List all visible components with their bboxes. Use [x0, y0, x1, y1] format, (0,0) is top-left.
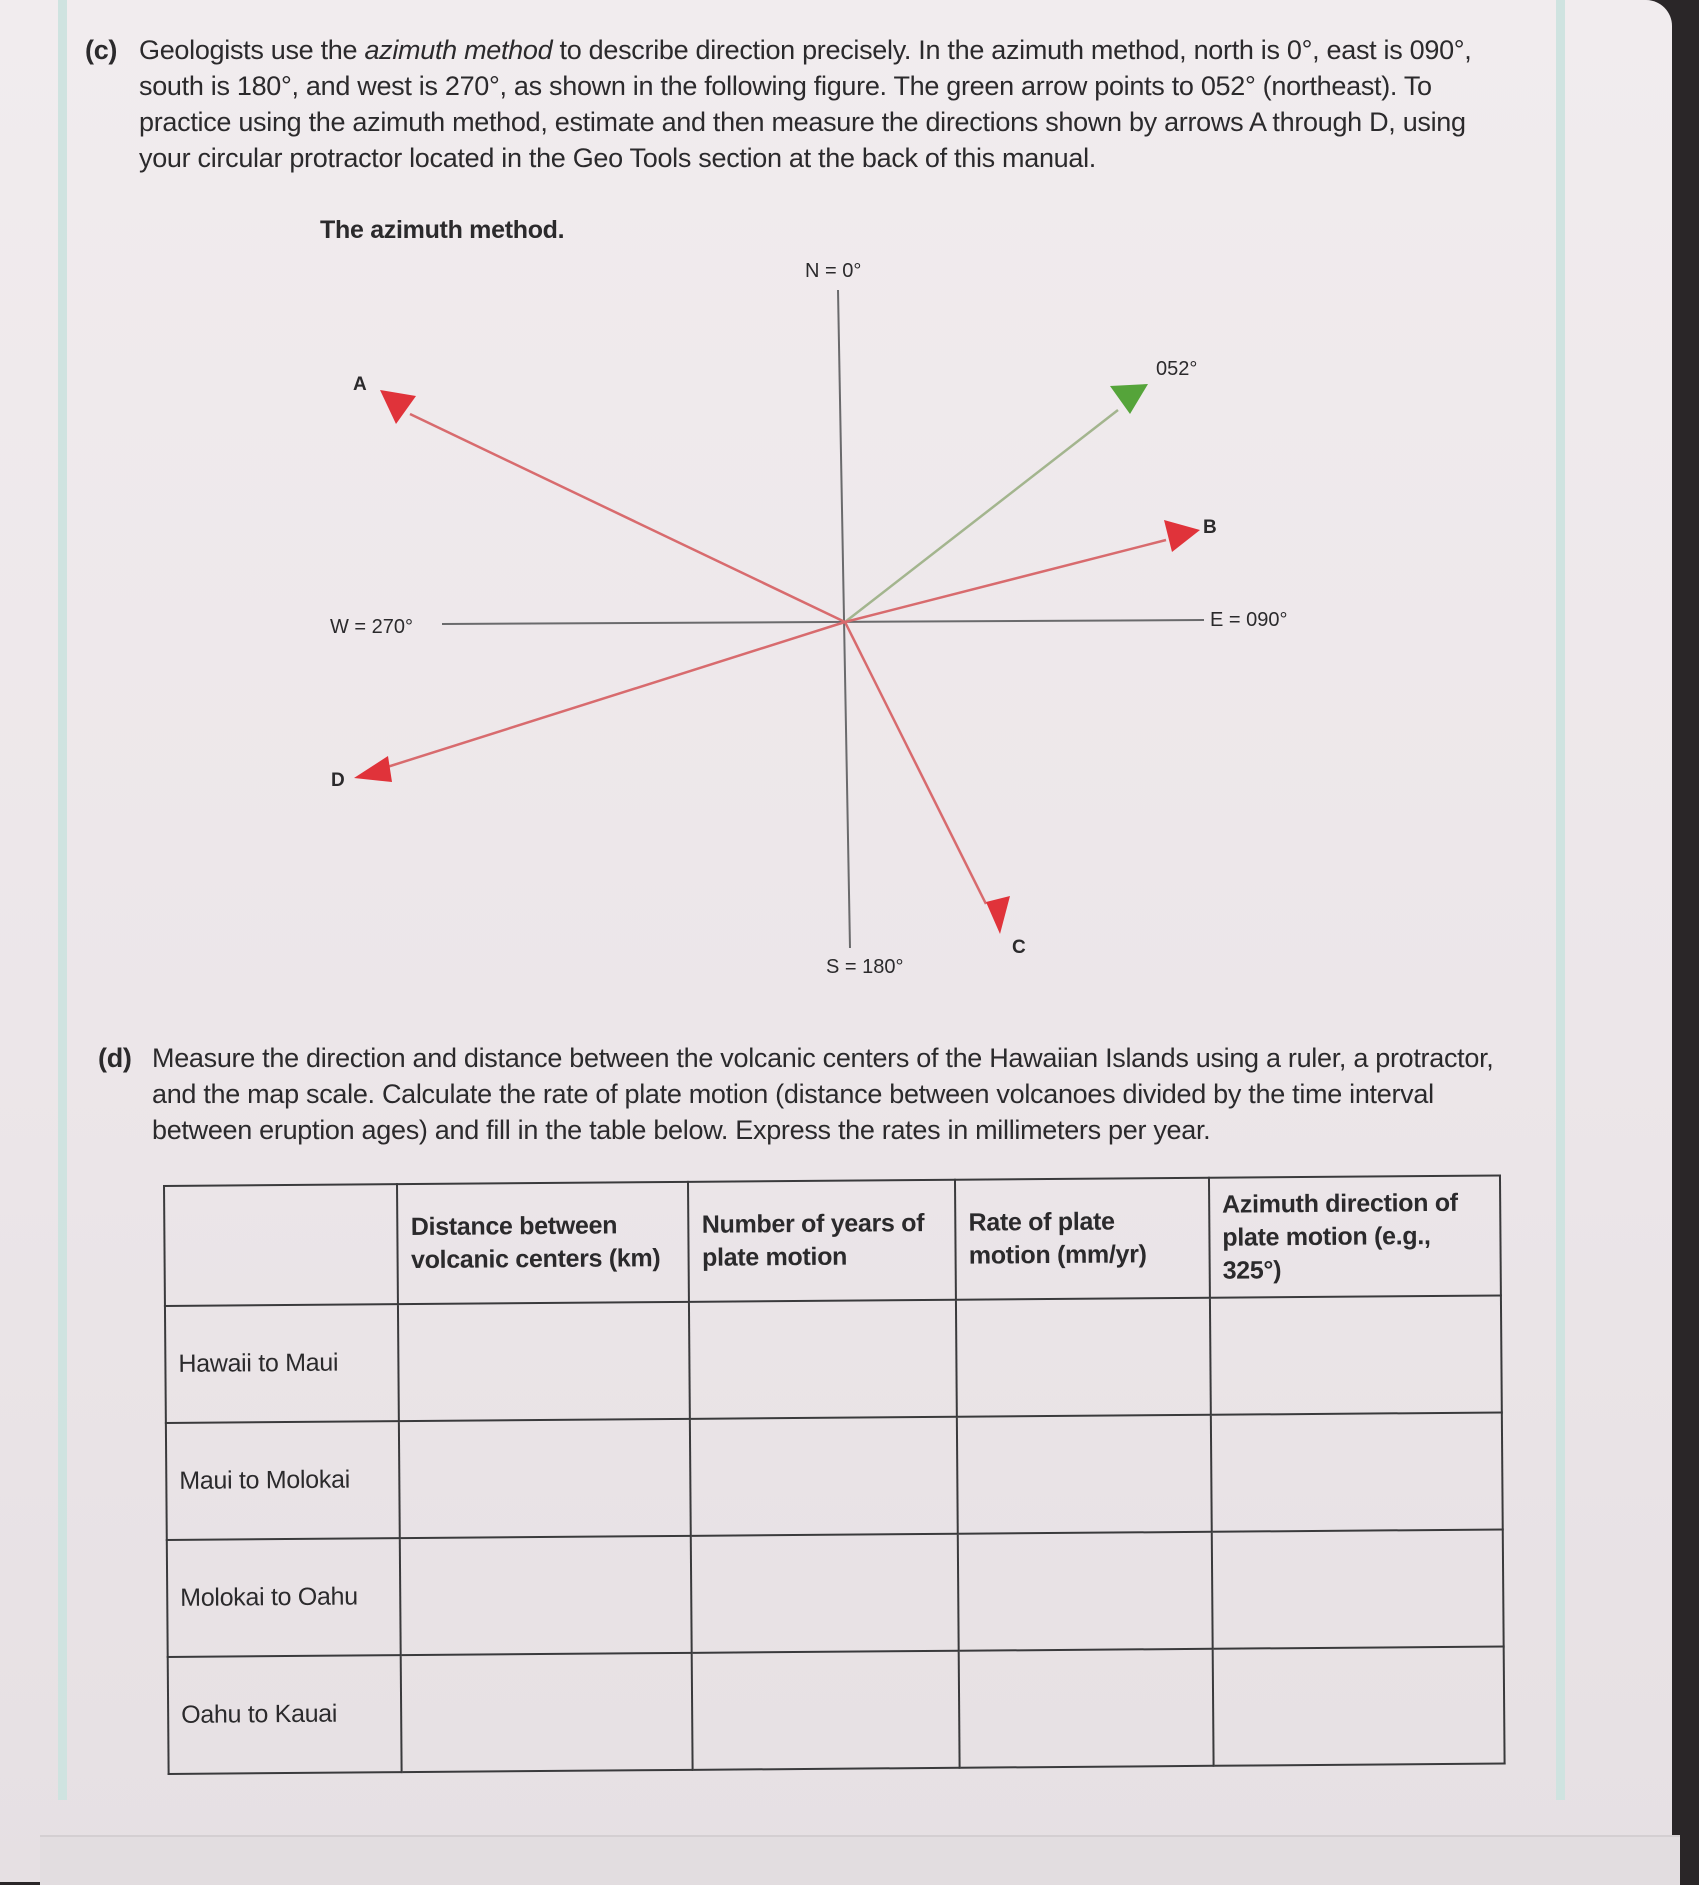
arrow-a-line	[410, 414, 845, 622]
arrow-a-head	[380, 390, 416, 424]
table-row	[167, 1529, 1504, 1656]
cell-years[interactable]	[692, 1651, 960, 1770]
question-d	[98, 1040, 1538, 1148]
question-d-label: (d)	[98, 1043, 132, 1073]
page-bottom-edge	[40, 1835, 1680, 1885]
header-azimuth: Azimuth direction of plate motion (e.g., 325°)	[1209, 1175, 1501, 1297]
header-distance: Distance between volcanic centers (km)	[397, 1182, 689, 1304]
row-label-molokai-oahu: Molokai to Oahu	[167, 1538, 401, 1657]
cell-azimuth[interactable]	[1211, 1412, 1503, 1531]
south-label: S = 180°	[826, 956, 904, 978]
compass-axes	[442, 290, 1204, 948]
row-label-hawaii-maui: Hawaii to Maui	[165, 1304, 399, 1423]
header-rate: Rate of plate motion (mm/yr)	[955, 1178, 1210, 1300]
table-row	[166, 1412, 1503, 1539]
arrow-d-label: D	[331, 770, 345, 791]
arrow-c-label: C	[1012, 937, 1026, 958]
green-azimuth-label: 052°	[1156, 358, 1198, 380]
cell-azimuth[interactable]	[1212, 1529, 1504, 1648]
east-label: E = 090°	[1210, 609, 1288, 631]
arrow-a-label: A	[353, 374, 367, 395]
row-label-oahu-kauai: Oahu to Kauai	[168, 1655, 402, 1774]
arrow-b-line	[845, 540, 1166, 622]
cell-rate[interactable]	[959, 1649, 1214, 1768]
cell-distance[interactable]	[400, 1536, 692, 1655]
arrow-c-head	[986, 896, 1010, 934]
question-c-emphasis: azimuth method	[364, 35, 553, 65]
cell-years[interactable]	[689, 1300, 957, 1419]
cell-rate[interactable]	[957, 1415, 1212, 1534]
arrow-b-head	[1164, 520, 1200, 552]
arrow-d-head	[354, 756, 392, 782]
question-c-text-end: to describe direction precisely. In the azimuth method, north is 0°, east is 090°, south is 180°, and west is 270°, as shown in the following figure. The green arrow points to 052° (northeast). To practice using the azimuth method, estimate and then measure the directions shown by arrows A through D, using your circular protractor located in the Geo Tools section at the back of this manual.	[139, 35, 1472, 173]
cell-years[interactable]	[690, 1417, 958, 1536]
table-header-row	[164, 1175, 1501, 1305]
direction-lines	[384, 410, 1166, 904]
table-row	[165, 1295, 1502, 1422]
plate-motion-table	[163, 1174, 1506, 1774]
arrow-d-line	[384, 622, 845, 768]
arrow-b-label: B	[1203, 517, 1217, 538]
green-arrow-line	[845, 410, 1118, 622]
cell-azimuth[interactable]	[1213, 1646, 1505, 1765]
arrow-c-line	[845, 622, 986, 904]
cell-distance[interactable]	[401, 1653, 693, 1772]
cell-distance[interactable]	[398, 1302, 690, 1421]
header-years: Number of years of plate motion	[688, 1180, 956, 1302]
cell-azimuth[interactable]	[1210, 1295, 1502, 1414]
cell-rate[interactable]	[958, 1532, 1213, 1651]
table-row	[168, 1646, 1505, 1773]
arrow-heads	[354, 384, 1200, 934]
east-west-axis	[442, 620, 1204, 624]
question-c-label: (c)	[85, 35, 118, 65]
cell-distance[interactable]	[399, 1419, 691, 1538]
cell-years[interactable]	[691, 1534, 959, 1653]
west-label: W = 270°	[330, 616, 414, 638]
figure-title: The azimuth method.	[320, 216, 565, 244]
header-cell-blank	[164, 1184, 398, 1306]
green-arrowhead	[1110, 384, 1148, 414]
north-label: N = 0°	[805, 260, 862, 282]
cell-rate[interactable]	[956, 1298, 1211, 1417]
question-d-text: Measure the direction and distance between the volcanic centers of the Hawaiian Islands using a ruler, a protractor, and the map scale. Calculate the rate of plate motion (distance between volcanoes divided by the time interval between eruption ages) and fill in the table below. Express the rates in millimeters per year.	[152, 1043, 1494, 1145]
row-label-maui-molokai: Maui to Molokai	[166, 1421, 400, 1540]
question-c-text-start: Geologists use the	[139, 35, 365, 65]
